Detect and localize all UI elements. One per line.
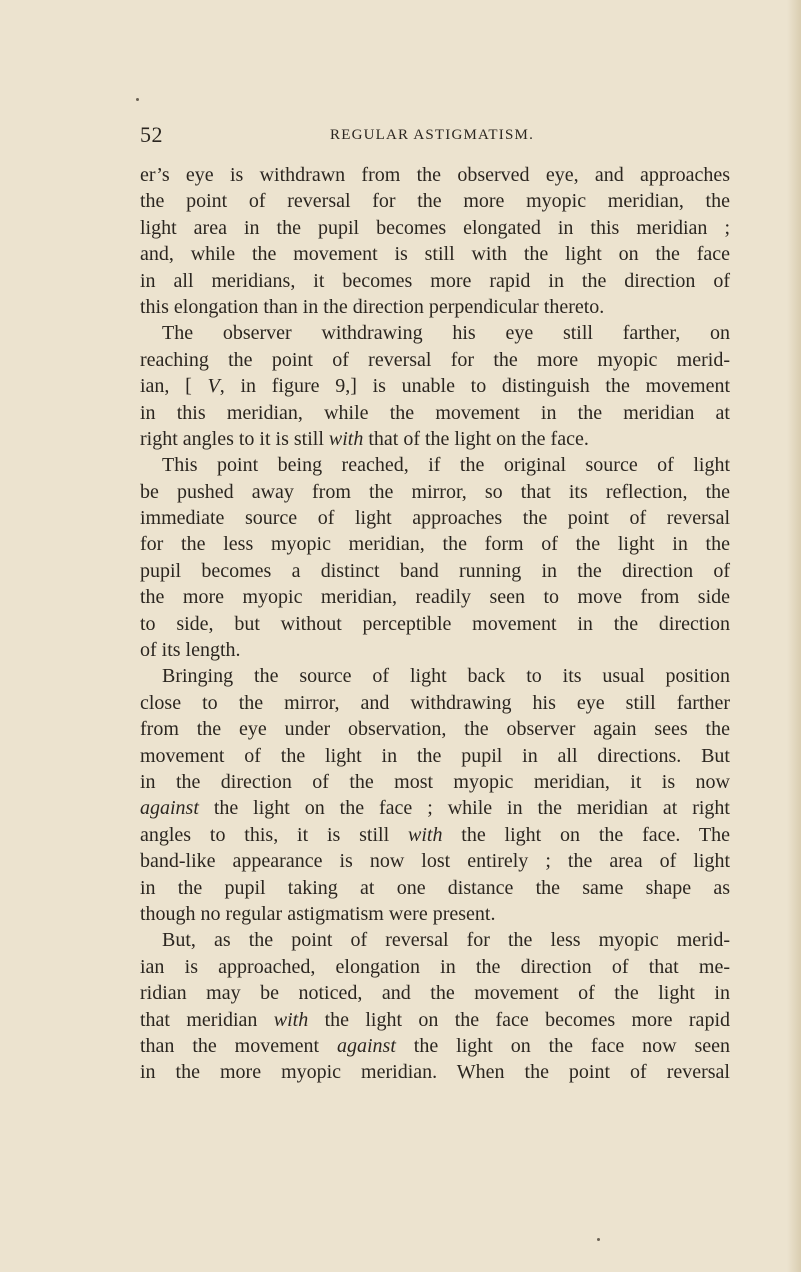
text-line: ian is approached, elongation in the direction of that me- bbox=[140, 955, 730, 978]
text-line: that meridian with the light on the face becomes more rapid bbox=[140, 1008, 730, 1031]
text-line: right angles to it is still with that of the light on the face. bbox=[140, 427, 589, 450]
running-head: REGULAR ASTIGMATISM. bbox=[330, 127, 535, 143]
italic-emphasis: with bbox=[273, 1008, 309, 1031]
text-line: movement of the light in the pupil in all directions. But bbox=[140, 744, 730, 767]
text-line: be pushed away from the mirror, so that its reflection, the bbox=[140, 480, 730, 503]
italic-emphasis: V bbox=[207, 375, 220, 398]
text-line: angles to this, it is still with the light on the face. The bbox=[140, 823, 730, 846]
italic-emphasis: against bbox=[337, 1034, 396, 1057]
body-text bbox=[140, 162, 730, 1086]
page-number: 52 bbox=[140, 122, 163, 147]
text-line: of its length. bbox=[140, 639, 241, 662]
text-line: against the light on the face ; while in the meridian at right bbox=[140, 797, 730, 820]
italic-emphasis: with bbox=[328, 427, 364, 450]
text-line: immediate source of light approaches the point of reversal bbox=[140, 507, 730, 530]
text-line: in the direction of the most myopic meridian, it is now bbox=[140, 770, 730, 793]
italic-emphasis: with bbox=[408, 823, 443, 846]
print-speck bbox=[136, 98, 139, 101]
text-line: pupil becomes a distinct band running in the direction of bbox=[140, 559, 730, 582]
page-edge-shadow bbox=[787, 0, 801, 1272]
text-line: in this meridian, while the movement in the meridian at bbox=[140, 401, 730, 424]
text-line: But, as the point of reversal for the less myopic merid- bbox=[162, 929, 730, 952]
text-line: This point being reached, if the original source of light bbox=[162, 454, 730, 477]
text-line: to side, but without perceptible movement in the direction bbox=[140, 612, 730, 635]
print-speck bbox=[597, 1238, 600, 1241]
text-line: ian, [ V, in figure 9,] is unable to distinguish the movement bbox=[140, 375, 731, 398]
text-line: ridian may be noticed, and the movement of the light in bbox=[140, 982, 730, 1005]
text-line: Bringing the source of light back to its usual position bbox=[162, 665, 730, 688]
text-line: and, while the movement is still with the light on the face bbox=[140, 243, 730, 266]
text-line: though no regular astigmatism were present. bbox=[140, 902, 496, 925]
text-line: in all meridians, it becomes more rapid in the direction of bbox=[140, 269, 730, 292]
text-line: reaching the point of reversal for the more myopic merid- bbox=[140, 348, 730, 371]
text-line: in the pupil taking at one distance the same shape as bbox=[140, 876, 730, 899]
page-header bbox=[140, 122, 730, 152]
text-line: than the movement against the light on the face now seen bbox=[140, 1034, 731, 1057]
text-line: er’s eye is withdrawn from the observed eye, and approaches bbox=[140, 164, 730, 186]
text-line: the more myopic meridian, readily seen to move from side bbox=[140, 586, 730, 609]
text-line: band-like appearance is now lost entirely ; the area of light bbox=[140, 850, 730, 873]
text-line: from the eye under observation, the observer again sees the bbox=[140, 718, 730, 741]
text-line: in the more myopic meridian. When the point of reversal bbox=[140, 1061, 730, 1084]
text-line: this elongation than in the direction perpendicular thereto. bbox=[140, 295, 605, 318]
text-line: The observer withdrawing his eye still farther, on bbox=[162, 322, 730, 345]
text-line: the point of reversal for the more myopic meridian, the bbox=[140, 190, 730, 213]
text-line: light area in the pupil becomes elongated in this meridian ; bbox=[140, 216, 730, 239]
text-line: close to the mirror, and withdrawing his eye still farther bbox=[140, 691, 730, 714]
italic-emphasis: against bbox=[140, 797, 199, 820]
text-line: for the less myopic meridian, the form of the light in the bbox=[140, 533, 730, 556]
